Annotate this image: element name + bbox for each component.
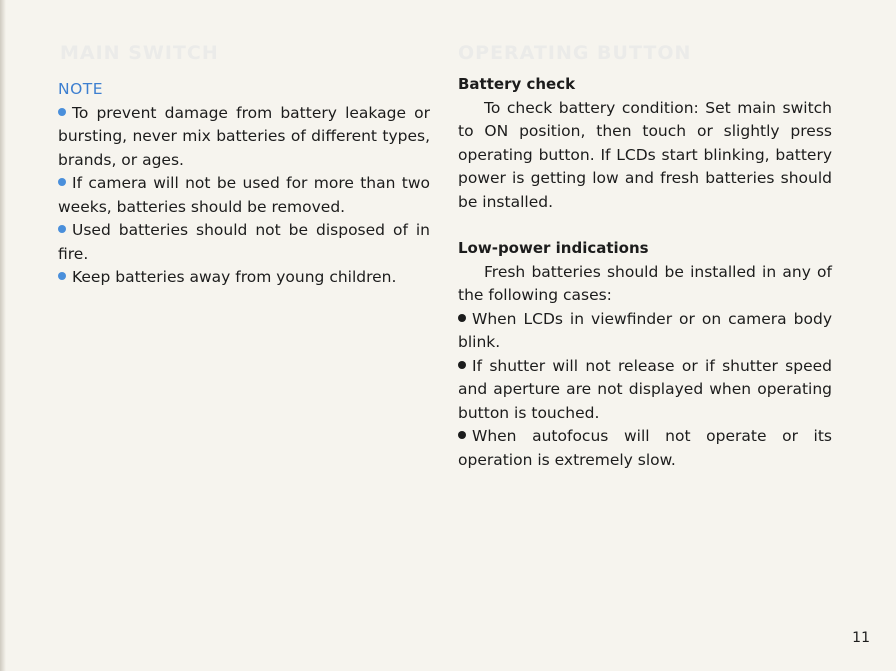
bullet-icon	[458, 361, 466, 369]
battery-column	[458, 73, 832, 472]
note-item: Used batteries should not be disposed of in fire.	[58, 221, 430, 263]
page-number: 11	[852, 630, 870, 646]
note-item: If camera will not be used for more than two weeks, batteries should be removed.	[58, 174, 430, 216]
low-power-intro: Fresh batteries should be installed in any of the following cases:	[458, 262, 832, 304]
bullet-icon	[58, 272, 66, 280]
note-title: NOTE	[58, 80, 104, 98]
note-column	[58, 78, 430, 290]
bleed-through-left: MAIN SWITCH	[60, 42, 219, 64]
low-power-item: When autofocus will not operate or its operation is extremely slow.	[458, 427, 832, 469]
bullet-icon	[58, 108, 66, 116]
bullet-icon	[458, 431, 466, 439]
low-power-item: When LCDs in viewfinder or on camera body blink.	[458, 309, 832, 351]
bullet-icon	[458, 314, 466, 322]
bullet-icon	[58, 225, 66, 233]
battery-check-heading: Battery check	[458, 75, 576, 93]
page-gutter-shadow	[0, 0, 6, 671]
low-power-heading: Low-power indications	[458, 239, 649, 257]
battery-check-text: To check battery condition: Set main switch to ON position, then touch or slightly press operating button. If LCDs start blinking, battery power is getting low and fresh batteries should be installed.	[458, 98, 832, 211]
low-power-item: If shutter will not release or if shutter speed and aperture are not displayed when operating button is touched.	[458, 356, 832, 422]
note-item: Keep batteries away from young children.	[58, 266, 430, 290]
bleed-through-right: OPERATING BUTTON	[458, 42, 692, 64]
bullet-icon	[58, 178, 66, 186]
note-item: To prevent damage from battery leakage or bursting, never mix batteries of different types, brands, or ages.	[58, 103, 430, 169]
